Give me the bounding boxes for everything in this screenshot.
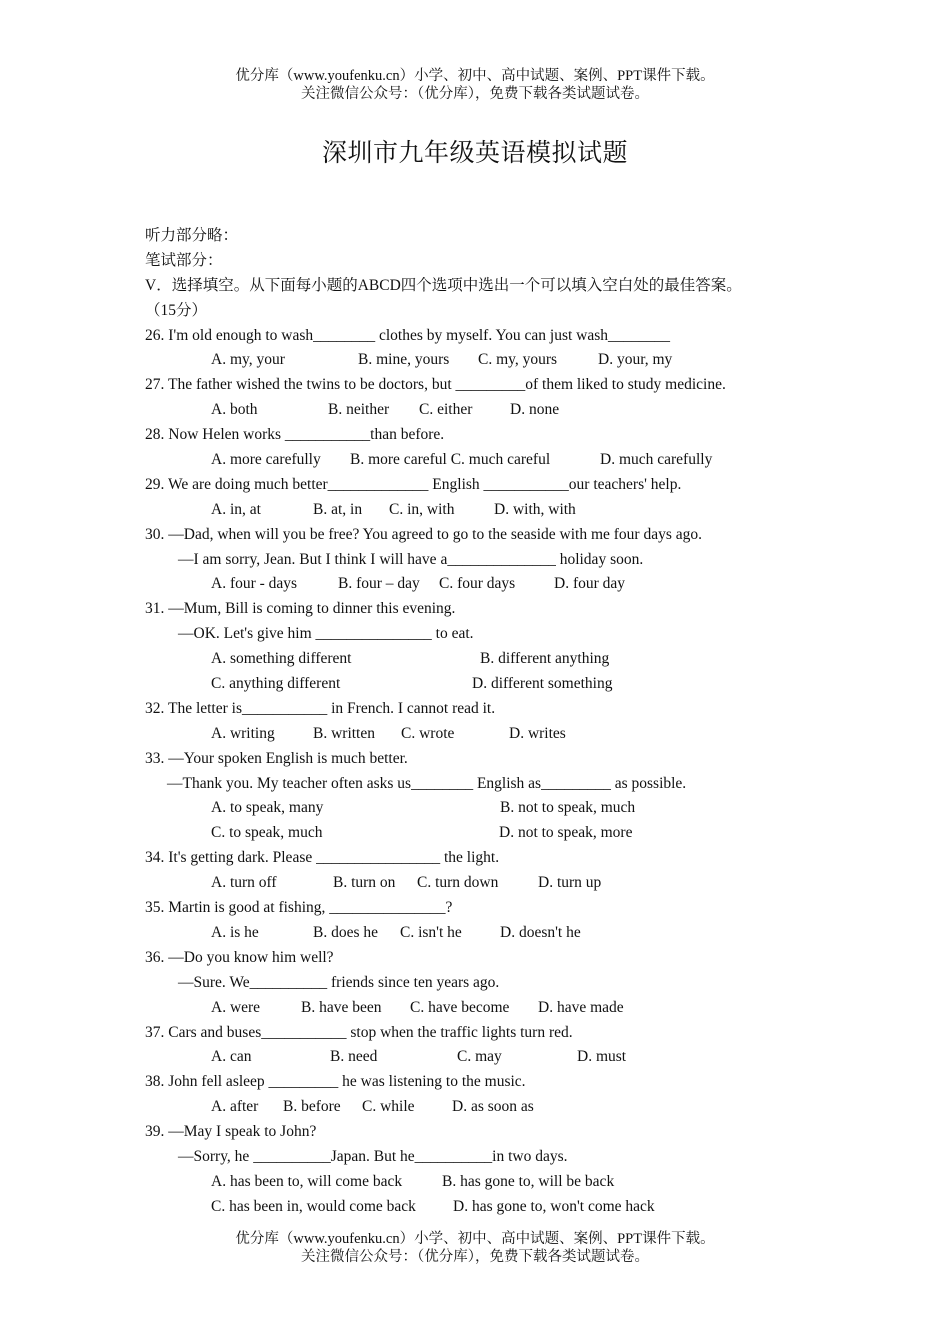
question-stem: 29. We are doing much better_____________ English ___________our teachers' help. — [145, 475, 682, 493]
option-b: B. mine, yours — [358, 351, 450, 369]
option-b: B. at, in — [313, 500, 363, 518]
option-b: B. turn on — [333, 874, 396, 892]
page-header — [0, 67, 950, 103]
option-c: C. while — [362, 1098, 415, 1116]
option-d: D. four day — [554, 575, 626, 593]
options-row — [145, 1170, 815, 1195]
option-d: D. have made — [538, 998, 624, 1016]
option-b: B. have been — [301, 998, 382, 1016]
question-reply: —Thank you. My teacher often asks us________ English as_________ as possible. — [167, 774, 687, 792]
options-row — [145, 647, 815, 672]
option-b: B. four – day — [338, 575, 420, 593]
option-b: B. need — [330, 1048, 378, 1066]
options-row — [145, 1045, 815, 1070]
option-a: A. in, at — [211, 500, 261, 518]
page-footer — [0, 1230, 950, 1266]
question-34 — [145, 846, 815, 896]
option-a: A. something different — [211, 650, 352, 668]
option-c: C. may — [457, 1048, 502, 1066]
question-stem: 33. —Your spoken English is much better. — [145, 749, 408, 767]
question-stem: 32. The letter is___________ in French. I cannot read it. — [145, 699, 496, 717]
option-a: A. can — [211, 1048, 252, 1066]
question-reply: —I am sorry, Jean. But I think I will have a______________ holiday soon. — [178, 550, 644, 568]
option-a: A. were — [211, 998, 261, 1016]
option-c: C. in, with — [389, 500, 455, 518]
option-c: C. isn't he — [400, 923, 462, 941]
option-a: A. both — [211, 401, 258, 419]
question-reply: —OK. Let's give him _______________ to eat. — [178, 625, 474, 643]
question-stem: 28. Now Helen works ___________than before. — [145, 426, 445, 444]
option-c: C. have become — [410, 998, 510, 1016]
option-d: D. not to speak, more — [499, 824, 633, 842]
question-30 — [145, 523, 815, 598]
option-c: C. wrote — [401, 724, 455, 742]
written-section-label: 笔试部分： — [145, 251, 223, 269]
question-stem: 30. —Dad, when will you be free? You agreed to go to the seaside with me four days ago. — [145, 525, 703, 543]
question-36 — [145, 946, 815, 1021]
question-reply: —Sorry, he __________Japan. But he__________in two days. — [178, 1147, 568, 1165]
option-b: B. does he — [313, 923, 379, 941]
option-c: C. four days — [439, 575, 516, 593]
options-row — [145, 1195, 815, 1220]
question-35 — [145, 896, 815, 946]
option-d: D. none — [510, 401, 560, 419]
question-39 — [145, 1120, 815, 1220]
option-c: C. anything different — [211, 675, 341, 693]
option-c: C. turn down — [417, 874, 499, 892]
option-a: A. has been to, will come back — [211, 1172, 403, 1190]
options-row — [145, 572, 815, 597]
question-33 — [145, 747, 815, 847]
option-d: D. as soon as — [452, 1098, 534, 1116]
options-row — [145, 871, 815, 896]
option-d: D. much carefully — [600, 451, 713, 469]
option-d: D. writes — [509, 724, 566, 742]
part5-heading: V．选择填空。从下面每小题的ABCD四个选项中选出一个可以填入空白处的最佳答案。 — [145, 276, 742, 294]
question-31 — [145, 597, 815, 697]
options-row — [145, 498, 815, 523]
option-a: A. to speak, many — [211, 799, 324, 817]
question-stem: 36. —Do you know him well? — [145, 948, 334, 966]
option-b: B. before — [283, 1098, 341, 1116]
question-stem: 27. The father wished the twins to be doctors, but _________of them liked to study medicine. — [145, 376, 726, 394]
document-body — [145, 224, 815, 1220]
option-b: B. different anything — [480, 650, 610, 668]
question-28 — [145, 423, 815, 473]
option-c: C. has been in, would come back — [211, 1197, 416, 1215]
option-c: C. to speak, much — [211, 824, 323, 842]
question-27 — [145, 373, 815, 423]
option-a: A. more carefully — [211, 451, 321, 469]
option-a: A. turn off — [211, 874, 277, 892]
option-a: A. my, your — [211, 351, 285, 369]
option-d: D. turn up — [538, 874, 602, 892]
question-26 — [145, 324, 815, 374]
option-b: B. has gone to, will be back — [442, 1172, 615, 1190]
option-d: D. doesn't he — [500, 923, 581, 941]
question-stem: 34. It's getting dark. Please ________________ the light. — [145, 849, 500, 867]
options-row — [145, 921, 815, 946]
option-d: D. must — [577, 1048, 627, 1066]
question-38 — [145, 1070, 815, 1120]
options-row — [145, 672, 815, 697]
question-reply: —Sure. We__________ friends since ten years ago. — [178, 973, 500, 991]
question-stem: 39. —May I speak to John? — [145, 1123, 317, 1141]
option-c: C. either — [419, 401, 473, 419]
question-32 — [145, 697, 815, 747]
options-row — [145, 796, 815, 821]
page-title: 深圳市九年级英语模拟试题 — [321, 140, 628, 167]
option-a: A. is he — [211, 923, 259, 941]
option-b: B. more careful C. much careful — [350, 451, 551, 469]
options-row — [145, 821, 815, 846]
question-29 — [145, 473, 815, 523]
options-row — [145, 1095, 815, 1120]
options-row — [145, 996, 815, 1021]
option-b: B. written — [313, 724, 375, 742]
options-row — [145, 722, 815, 747]
question-stem: 26. I'm old enough to wash________ clothes by myself. You can just wash________ — [145, 326, 671, 344]
question-37 — [145, 1021, 815, 1071]
option-d: D. your, my — [598, 351, 673, 369]
footer-line-2: 关注微信公众号：（优分库），免费下载各类试题试卷。 — [301, 1249, 649, 1265]
option-b: B. neither — [328, 401, 390, 419]
options-row — [145, 348, 815, 373]
header-line-2: 关注微信公众号：（优分库），免费下载各类试题试卷。 — [301, 86, 649, 102]
option-d: D. different something — [472, 675, 613, 693]
header-line-1: 优分库（www.youfenku.cn）小学、初中、高中试题、案例、PPT课件下载。 — [235, 68, 715, 84]
question-stem: 35. Martin is good at fishing, _______________? — [145, 899, 453, 917]
option-d: D. has gone to, won't come hack — [453, 1197, 655, 1215]
footer-line-1: 优分库（www.youfenku.cn）小学、初中、高中试题、案例、PPT课件下载。 — [235, 1231, 715, 1247]
option-a: A. writing — [211, 724, 275, 742]
question-stem: 31. —Mum, Bill is coming to dinner this evening. — [145, 600, 456, 618]
options-row — [145, 398, 815, 423]
options-row — [145, 448, 815, 473]
option-a: A. after — [211, 1098, 259, 1116]
option-a: A. four - days — [211, 575, 298, 593]
option-c: C. my, yours — [478, 351, 558, 369]
part5-score: （15分） — [145, 301, 208, 319]
question-stem: 38. John fell asleep _________ he was listening to the music. — [145, 1073, 526, 1091]
option-d: D. with, with — [494, 500, 576, 518]
listening-section-label: 听力部分略： — [145, 227, 239, 244]
option-b: B. not to speak, much — [500, 799, 636, 817]
question-stem: 37. Cars and buses___________ stop when the traffic lights turn red. — [145, 1023, 573, 1041]
